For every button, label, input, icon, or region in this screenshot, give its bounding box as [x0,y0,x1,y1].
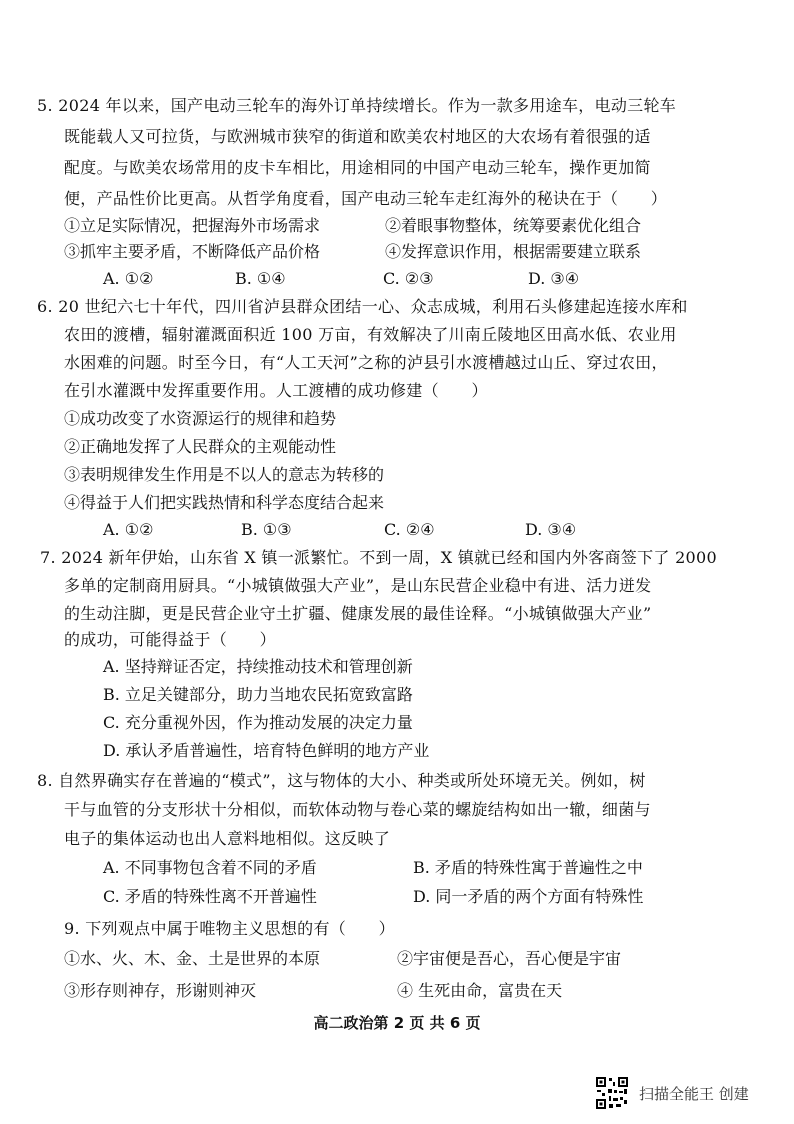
q8-choice-d: D. 同一矛盾的两个方面有特殊性 [413,887,644,906]
q6-stem-line: 水困难的问题。时至今日，有“人工天河”之称的泸县引水渡槽越过山丘、穿过农田， [64,353,668,372]
page-footer: 高二政治第 2 页 共 6 页 [313,1014,481,1032]
q5-item: ②着眼事物整体，统筹要素优化组合 [385,216,642,235]
q5-choice-d: D. ③④ [528,269,580,288]
scanner-watermark [595,1075,749,1111]
q5-item: ④发挥意识作用，根据需要建立联系 [385,242,642,261]
q6-item: ④得益于人们把实践热情和科学态度结合起来 [64,493,385,512]
q6-stem-line: 农田的渡槽，辐射灌溉面积近 100 万亩，有效解决了川南丘陵地区田高水低、农业用 [64,325,677,344]
q5-stem-line: 5. 2024 年以来，国产电动三轮车的海外订单持续增长。作为一款多用途车，电动三轮车 [37,96,677,115]
q5-item: ③抓牢主要矛盾，不断降低产品价格 [64,242,321,261]
q7-choice-b: B. 立足关键部分，助力当地农民拓宽致富路 [103,685,413,704]
q5-stem-line: 便，产品性价比更高。从哲学角度看，国产电动三轮车走红海外的秘诀在于（ ） [64,189,668,208]
q7-choice-a: A. 坚持辩证否定，持续推动技术和管理创新 [103,657,413,676]
q9-item: ②宇宙便是吾心，吾心便是宇宙 [397,949,622,968]
q5-choice-a: A. ①② [103,269,154,288]
q6-item: ②正确地发挥了人民群众的主观能动性 [64,437,337,456]
qr-code-icon [595,1076,629,1110]
q5-choice-b: B. ①④ [235,269,286,288]
q9-item: ①水、火、木、金、土是世界的本原 [64,949,321,968]
q7-choice-d: D. 承认矛盾普遍性，培育特色鲜明的地方产业 [103,741,430,760]
q6-choice-b: B. ①③ [241,520,292,539]
q9-stem-line: 9. 下列观点中属于唯物主义思想的有（ ） [64,919,395,938]
q5-item: ①立足实际情况，把握海外市场需求 [64,216,321,235]
q5-stem-line: 配度。与欧美农场常用的皮卡车相比，用途相同的中国产电动三轮车，操作更加简 [64,158,651,177]
q6-stem-line: 6. 20 世纪六七十年代，四川省泸县群众团结一心、众志成城，利用石头修建起连接水库和 [37,297,688,316]
q7-stem-line: 多单的定制商用厨具。“小城镇做强大产业”，是山东民营企业稳中有进、活力迸发 [64,576,652,595]
q5-choice-c: C. ②③ [383,269,434,288]
q8-choice-b: B. 矛盾的特殊性寓于普遍性之中 [413,858,643,877]
q6-stem-line: 在引水灌溉中发挥重要作用。人工渡槽的成功修建（ ） [64,381,488,400]
q8-stem-line: 8. 自然界确实存在普遍的“模式”，这与物体的大小、种类或所处环境无关。例如，树 [37,771,646,790]
q7-stem-line: 的成功，可能得益于（ ） [64,630,276,649]
q8-choice-a: A. 不同事物包含着不同的矛盾 [103,858,317,877]
q7-choice-c: C. 充分重视外因，作为推动发展的决定力量 [103,713,413,732]
watermark-text: 扫描全能王 创建 [639,1084,749,1103]
q8-stem-line: 干与血管的分支形状十分相似，而软体动物与卷心菜的螺旋结构如出一辙，细菌与 [64,800,651,819]
q9-item: ③形存则神存，形谢则神灭 [64,981,257,1000]
q6-item: ①成功改变了水资源运行的规律和趋势 [64,409,337,428]
q8-choice-c: C. 矛盾的特殊性离不开普遍性 [103,887,317,906]
q7-stem-line: 7. 2024 新年伊始，山东省 X 镇一派繁忙。不到一周，X 镇就已经和国内外客商签下了 2000 [40,548,718,567]
q7-stem-line: 的生动注脚，更是民营企业守土扩疆、健康发展的最佳诠释。“小城镇做强大产业” [64,604,652,623]
q9-item: ④ 生死由命，富贵在天 [397,981,563,1000]
q6-choice-c: C. ②④ [384,520,435,539]
q6-item: ③表明规律发生作用是不以人的意志为转移的 [64,465,385,484]
q6-choice-d: D. ③④ [525,520,577,539]
q5-stem-line: 既能载人又可拉货，与欧洲城市狭窄的街道和欧美农村地区的大农场有着很强的适 [64,127,651,146]
q8-stem-line: 电子的集体运动也出人意料地相似。这反映了 [64,829,391,848]
q6-choice-a: A. ①② [103,520,154,539]
